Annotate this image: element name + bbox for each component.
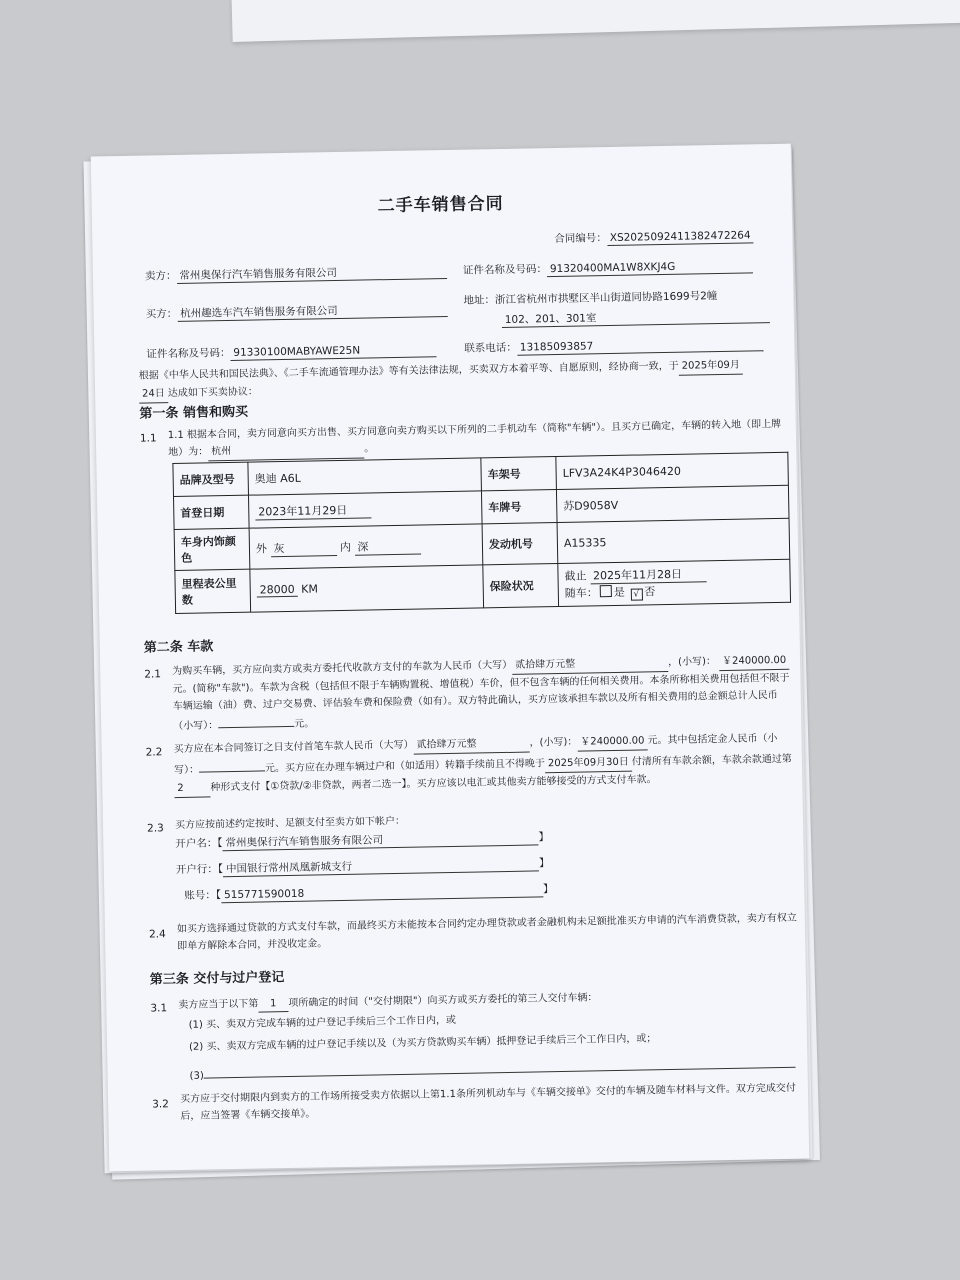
plate-value: 苏D9058V — [556, 485, 789, 522]
contract-number-value: XS2025092411382472264 — [607, 228, 754, 246]
engine-value: A15335 — [557, 518, 790, 563]
contract-number — [554, 228, 754, 247]
account-number-row — [184, 882, 553, 904]
account-name-label: 开户名：【 — [175, 837, 223, 851]
preamble-text: 根据《中华人民共和国民法典》、《二手车流通管理办法》等有关法律法规，买卖双方本着平等、自愿原则，经协商一致，于 — [138, 360, 679, 382]
section-3-title: 第三条 交付与过户登记 — [149, 970, 285, 988]
background-paper — [232, 0, 960, 42]
insurance-until-value: 2025年11月28日 — [590, 565, 706, 584]
address-row — [463, 289, 717, 308]
insurance-with-label: 随车： — [564, 586, 598, 600]
first-payment-figures: ￥240000.00 — [577, 732, 647, 751]
delivery-item-3-label: (3) — [189, 1070, 204, 1082]
account-name-bracket: 】 — [538, 831, 550, 844]
bank-label: 开户行：【 — [175, 863, 224, 877]
contract-number-label: 合同编号： — [554, 232, 607, 246]
no-label: 否 — [644, 585, 656, 599]
interior-label: 内 — [339, 540, 352, 554]
buyer-cert-row — [146, 342, 436, 362]
clause-2-2-text-f: 种形式支付【①贷款/②非贷款，两者二选一】。买方应该以电汇或其他卖方能够接受的方式支付车款。 — [210, 774, 657, 794]
preamble-date-2: 24日 — [139, 385, 168, 404]
buyer-row — [146, 302, 448, 323]
clause-2-2-text-d: 元。买方应在办理车辆过户和（如适用）转籍手续前且不得晚于 — [264, 758, 546, 775]
clause-3-1 — [178, 991, 597, 1014]
clause-2-2-text-a: 买方应在本合同签订之日支付首笔车款人民币（大写） — [173, 739, 414, 756]
delivery-item-1: (1) 买、卖双方完成车辆的过户登记手续后三个工作日内，或 — [188, 1014, 457, 1031]
buyer-cert-value: 91330100MABYAWE25N — [230, 342, 436, 361]
mileage-unit: KM — [301, 582, 319, 596]
vin-value: LFV3A24K4P3046420 — [556, 452, 789, 489]
interior-value: 深 — [354, 537, 420, 555]
brand-label: 品牌及型号 — [173, 462, 249, 496]
address-line2: 102、201、301室 — [502, 308, 770, 328]
insurance-until-label: 截止 — [564, 569, 587, 583]
payment-option: 2 — [174, 779, 210, 798]
clause-2-1-text-d: 元。 — [294, 718, 315, 730]
insurance-cell — [558, 559, 791, 606]
clause-2-1-text-a: 为购买车辆，买方应向卖方或卖方委托代收款方支付的车款为人民币（大写） — [172, 659, 513, 678]
document-title: 二手车销售合同 — [377, 193, 504, 217]
brand-value: 奥迪 A6L — [248, 458, 482, 495]
clause-2-1-text-b: ，(小写)： — [668, 656, 717, 669]
buyer-cert-label: 证件名称及号码： — [146, 346, 231, 361]
clause-2-2-number: 2.2 — [145, 746, 163, 759]
delivery-item-3 — [189, 1054, 795, 1084]
clause-2-4-text: 如买方选择通过贷款的方式支付车款，而最终买方未能按本合同约定办理贷款或者金融机构未足额批准买方申请的汽车消费贷款，卖方有权立即单方解除本合同，并没收定金。 — [176, 912, 797, 953]
delivery-option: 1 — [258, 997, 288, 1013]
yes-label: 是 — [613, 585, 625, 599]
seller-cert-label: 证件名称及号码： — [462, 263, 548, 277]
insurance-label: 保险状况 — [483, 564, 559, 608]
mileage-label: 里程表公里数 — [175, 569, 251, 613]
price-in-words: 贰拾肆万元整 — [512, 654, 668, 675]
seller-row — [145, 264, 447, 285]
first-payment-words: 贰拾肆万元整 — [413, 735, 529, 755]
clause-2-2-text-b: ，(小写)： — [529, 736, 578, 749]
clause-2-1-text-c: 元。(简称"车款")。车款为含税（包括但不限于车辆购置税、增值税）车价，但不包含车辆的任何相关费用。本条所称相关费用包括但不限于车辆运输（油）费、过户交易费、评估验车费和保险费（如有）。双方特此确认，买方应该承担车款以及所有相关费用的总金额总计人民币（小写）： — [172, 672, 790, 733]
clause-3-2-text: 买方应于交付期限内到卖方的工作场所接受卖方依据以上第1.1条所列机动车与《车辆交接单》交付的车辆及随车材料与文件。双方完成交付后，应当签署《车辆交接单》。 — [179, 1082, 796, 1123]
registration-label: 首登日期 — [174, 495, 250, 529]
clause-1-1-number: 1.1 — [139, 432, 157, 445]
price-in-figures: ￥240000.00 — [719, 652, 789, 671]
clause-3-2-number: 3.2 — [152, 1098, 169, 1111]
registration-value: 2023年11月29日 — [255, 501, 371, 520]
clause-2-1-number: 2.1 — [144, 668, 162, 681]
mileage-value: 28000 — [257, 583, 298, 598]
address-line2-row — [502, 308, 770, 328]
address-label: 地址： — [463, 294, 496, 307]
mileage-cell — [250, 565, 484, 612]
phone-value: 13185093857 — [517, 336, 763, 356]
clause-2-3-text: 买方应按前述约定按时、足额支付至卖方如下帐户： — [174, 815, 406, 832]
clause-3-1-text-a: 卖方应当于以下第 — [178, 998, 259, 1012]
plate-label: 车牌号 — [481, 490, 557, 524]
clause-2-1 — [172, 652, 793, 735]
address-line1: 浙江省杭州市拱墅区半山街道同协路1699号2幢 — [494, 290, 718, 307]
exterior-value: 灰 — [270, 539, 336, 557]
bank-row — [176, 856, 550, 878]
clause-1-1-text: 1.1 根据本合同，卖方同意向买方出售、买方同意向卖方购买以下所列的二手机动车（简称"车辆"）。且买方已确定，车辆的转入地（即上牌地）为： — [167, 418, 782, 459]
bank-bracket: 】 — [538, 857, 550, 870]
preamble — [139, 356, 780, 404]
clause-2-2-text-c: 元。其中包括定金人民币（小写）： — [173, 733, 778, 777]
registration-cell — [248, 491, 482, 528]
buyer-value: 杭州趣选车汽车销售服务有限公司 — [177, 302, 447, 322]
transfer-city: 杭州 — [208, 441, 364, 462]
phone-label: 联系电话： — [464, 341, 517, 355]
bank-value: 中国银行常州凤凰新城支行 — [223, 856, 539, 877]
color-label: 车身内饰颜色 — [174, 528, 250, 570]
clause-3-1-number: 3.1 — [150, 1002, 168, 1015]
seller-cert-row — [463, 258, 753, 278]
engine-label: 发动机号 — [482, 523, 558, 565]
buyer-label: 买方： — [145, 307, 178, 321]
clause-1-1-end: 。 — [364, 443, 375, 455]
color-cell — [249, 524, 483, 569]
seller-value: 常州奥保行汽车销售服务有限公司 — [176, 264, 446, 284]
section-1-title: 第一条 销售和购买 — [139, 404, 249, 422]
account-name-row — [175, 830, 549, 852]
preamble-date-1: 2025年09月 — [679, 357, 744, 376]
vin-label: 车架号 — [481, 457, 557, 491]
seller-cert-value: 91320400MA1W8XKJ4G — [547, 258, 753, 277]
account-number-bracket: 】 — [542, 883, 554, 896]
exterior-label: 外 — [255, 541, 268, 556]
preamble-end: 达成如下买卖协议： — [167, 386, 258, 400]
seller-label: 卖方： — [144, 269, 177, 283]
balance-due-date: 2025年09月30日 — [545, 754, 632, 774]
account-name-value: 常州奥保行汽车销售服务有限公司 — [222, 830, 538, 851]
account-number-value: 515771590018 — [221, 882, 543, 903]
clause-3-1-text-b: 项所确定的时间（"交付期限"）向买方或买方委托的第三人交付车辆： — [288, 992, 598, 1010]
clause-2-2 — [173, 730, 794, 798]
clause-2-4-number: 2.4 — [148, 928, 166, 941]
account-number-label: 账号：【 — [184, 889, 222, 902]
section-2-title: 第二条 车款 — [143, 639, 214, 656]
vehicle-table — [172, 452, 791, 614]
clause-2-3-number: 2.3 — [146, 822, 164, 835]
contract-page — [91, 144, 809, 1172]
no-checkbox[interactable]: √ — [630, 588, 642, 600]
clause-2-2-text-e: 付清所有车款余额，车款余款通过第 — [631, 753, 792, 768]
yes-checkbox[interactable] — [600, 585, 612, 597]
phone-row — [464, 336, 763, 356]
delivery-item-2: (2) 买、卖双方完成车辆的过户登记手续以及（为买方贷款购买车辆）抵押登记手续后三个工作日内，或； — [188, 1033, 657, 1053]
